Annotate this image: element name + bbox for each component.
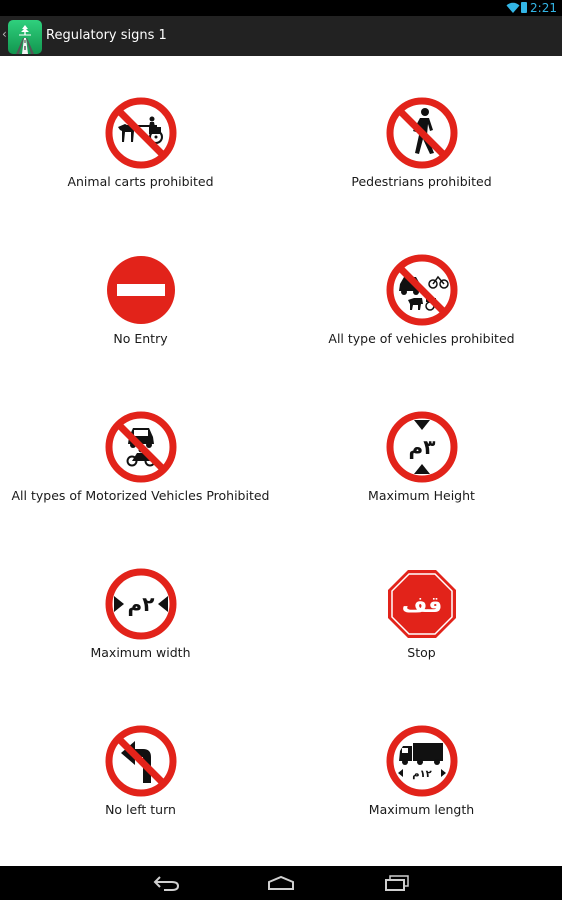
- sign-item-max-height[interactable]: [281, 370, 562, 527]
- sign-label: Stop: [407, 645, 436, 660]
- max-length-sign-text: ١٢م: [412, 769, 432, 780]
- sign-item-stop[interactable]: [281, 527, 562, 684]
- stop-sign-icon: [386, 568, 458, 640]
- sign-item-all-vehicles[interactable]: [281, 213, 562, 370]
- sign-label: No left turn: [105, 802, 176, 817]
- sign-label: Maximum Height: [368, 488, 475, 503]
- max-height-sign-text: ٣م: [408, 435, 436, 459]
- battery-icon: [521, 2, 527, 13]
- recents-icon[interactable]: [382, 874, 412, 892]
- back-icon[interactable]: [152, 874, 182, 892]
- motorized-prohibited-sign-icon: [105, 411, 177, 483]
- vehicles-prohibited-sign-icon: [386, 254, 458, 326]
- animal-cart-sign-icon: [105, 97, 177, 169]
- status-clock: 2:21: [530, 1, 557, 15]
- page-title: Regulatory signs 1: [46, 28, 167, 43]
- sign-item-motorized[interactable]: [0, 370, 281, 527]
- sign-item-no-entry[interactable]: [0, 213, 281, 370]
- sign-item-pedestrians[interactable]: [281, 56, 562, 213]
- sign-label: Maximum width: [90, 645, 191, 660]
- pedestrian-sign-icon: [386, 97, 458, 169]
- sign-label: Maximum length: [368, 802, 475, 817]
- up-caret-icon[interactable]: ‹: [2, 27, 7, 41]
- max-height-sign-icon: [386, 411, 458, 483]
- sign-item-animal-carts[interactable]: [0, 56, 281, 213]
- max-width-sign-text: ٢م: [127, 592, 155, 616]
- sign-item-max-width[interactable]: [0, 527, 281, 684]
- sign-label: All type of vehicles prohibited: [328, 331, 515, 346]
- home-icon[interactable]: [266, 874, 296, 892]
- sign-item-no-left-turn[interactable]: [0, 684, 281, 841]
- max-length-sign-icon: [386, 725, 458, 797]
- sign-label: Pedestrians prohibited: [351, 174, 492, 189]
- wifi-icon: [506, 2, 520, 14]
- sign-label: No Entry: [113, 331, 168, 346]
- signs-grid: [0, 56, 562, 866]
- status-bar: [0, 0, 562, 16]
- sign-item-max-length[interactable]: [281, 684, 562, 841]
- stop-sign-text: قف: [401, 593, 443, 618]
- no-entry-sign-icon: [105, 254, 177, 326]
- no-left-turn-sign-icon: [105, 725, 177, 797]
- sign-label: Animal carts prohibited: [67, 174, 214, 189]
- max-width-sign-icon: [105, 568, 177, 640]
- navigation-bar: [0, 866, 562, 900]
- saudi-road-icon[interactable]: [8, 20, 42, 54]
- action-bar: [0, 16, 562, 56]
- sign-label: All types of Motorized Vehicles Prohibited: [11, 488, 270, 503]
